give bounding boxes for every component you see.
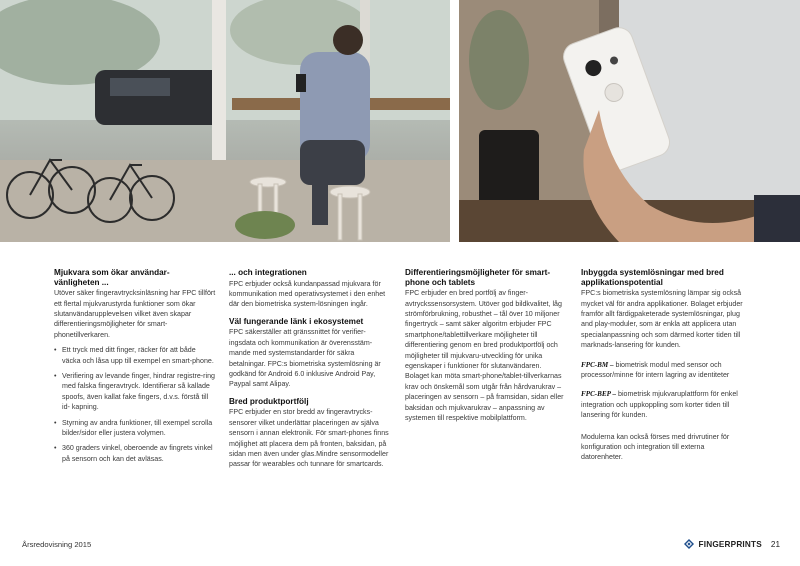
product-bm: [581, 360, 743, 381]
product-bep: [581, 389, 743, 420]
list-item: • Styrning av andra funktioner, till exempel scrolla bilder/sidor eller justera volymen.: [54, 418, 216, 439]
fingerprints-logo-icon: [684, 539, 694, 549]
heading-ecosystem: Väl fungerande länk i ekosystemet: [229, 316, 364, 326]
product-bep-name: FPC-BEP –: [581, 390, 617, 399]
list-item: • 360 graders vinkel, oberoende av fingrets vinkel på sensorn och kan det avläsas.: [54, 443, 216, 464]
brand-name: FINGERPRINTS: [698, 539, 762, 549]
column-integration: [229, 268, 391, 472]
heading-software: Mjukvara som ökar användar- vänligheten ...: [54, 268, 170, 287]
modules-note: Modulerna kan också förses med drivrutiner för konfiguration och integration till externa datorenheter.: [581, 432, 730, 462]
list-item: • Verifiering av levande finger, hindrar registre-ring med falska fingeravtryck. Identifierar så kallade spoofs, även kallat fake fingers, d.v.s. förstå till id- kapning.: [54, 371, 216, 413]
list-item: • Ett tryck med ditt finger, räcker för att både väcka och låsa upp till exempel en smart-phone.: [54, 345, 216, 366]
column-embedded: [581, 268, 743, 465]
footer-brand: [684, 539, 780, 549]
product-bm-name: FPC-BM –: [581, 360, 614, 369]
heading-differentiation: Differentieringsmöjligheter för smart-phone och tablets: [405, 268, 551, 287]
product-bep-text: biometrisk mjukvaruplattform för enkel integration och uppkoppling som korter tiden till lansering för kunden.: [581, 390, 738, 420]
embedded-text: FPC:s biometriska systemlösning lämpar sig också mycket väl för andra applikationer. Bolaget erbjuder framför allt färdigpaketerade systemlösningar, plug and play-moduler, som är enkla att applicera utan specialanpassning och som därmed korter tiden till marknads-lansering för kunden.: [581, 289, 743, 350]
smartphone-photo-illustration: [459, 0, 800, 242]
report-label: Årsredovisning 2015: [22, 540, 92, 549]
integration-text: FPC erbjuder också kundanpassad mjukvara för kommunikation med operativsystemet i den enhet där den biometriska system-lösningen ingår.: [229, 279, 386, 309]
page-number: 21: [770, 539, 780, 549]
software-intro: Utöver säker fingeravtrycksinläsning har FPC tillfört ett flertal mjukvarustyrda funktioner som ökar slutanvändarupplevelsen vilket även skapar differentieringsmöjligheter för smart-phonetillverkaren.: [54, 289, 216, 339]
heading-portfolio: Bred produktportfölj: [229, 396, 309, 406]
heading-embedded: Inbyggda systemlösningar med bred applikationspotential: [581, 268, 724, 287]
column-software: [54, 268, 216, 469]
cafe-photo-illustration: [0, 0, 450, 242]
ecosystem-text: FPC säkerställer att gränssnittet för verifier-ingsdata och kommunikation är överensstäm-mande med systemstandarder för säkra betalningar. FPC:s biometriska systemlösning är godkänd för Android 6.0 inklusive Android Pay, Paypal samt Alipay.: [229, 328, 381, 389]
heading-integration: ... och integrationen: [229, 268, 307, 277]
feature-list: [54, 345, 216, 464]
differentiation-text: FPC erbjuder en bred portfölj av finger-avtryckssensorsystem. Utöver god bildkvalitet, låg strömförbrukning, robusthet – tål över 10 miljoner fingertryck – samt säker algoritm erbjuder FPC smartphone/tablettillverkare möjligheter till differentiering genom en bred produktportfölj och möjligheter till mjukvaru-utveckling för unika egenskaper i funktioner för slutanvändaren. Bolaget kan möta smart-phone/tablet-tillverkarnas krav och önskemål som utgår från hårdvarukrav – placeringen av sensorn – på framsidan, sidan eller baksidan och mjukvarukrav – anpassning av systemen till respektive mobilplattform.: [405, 289, 564, 423]
smartphone-photo: [459, 0, 800, 242]
cafe-photo: [0, 0, 450, 242]
portfolio-text: FPC erbjuder en stor bredd av fingeravtrycks-sensorer vilket underlättar placeringen av själva sensorn i annan elektronik. För smart-phones finns möjlighet att placera dem på fronten, baksidan, på sidan men även under glas.Mindre sensormodeller passar för wearables och tunnare för smartcards.: [229, 408, 389, 469]
column-differentiation: [405, 268, 567, 425]
product-bm-text: biometrisk modul med sensor och processor/minne för intern lagring av identiteter: [581, 360, 730, 380]
